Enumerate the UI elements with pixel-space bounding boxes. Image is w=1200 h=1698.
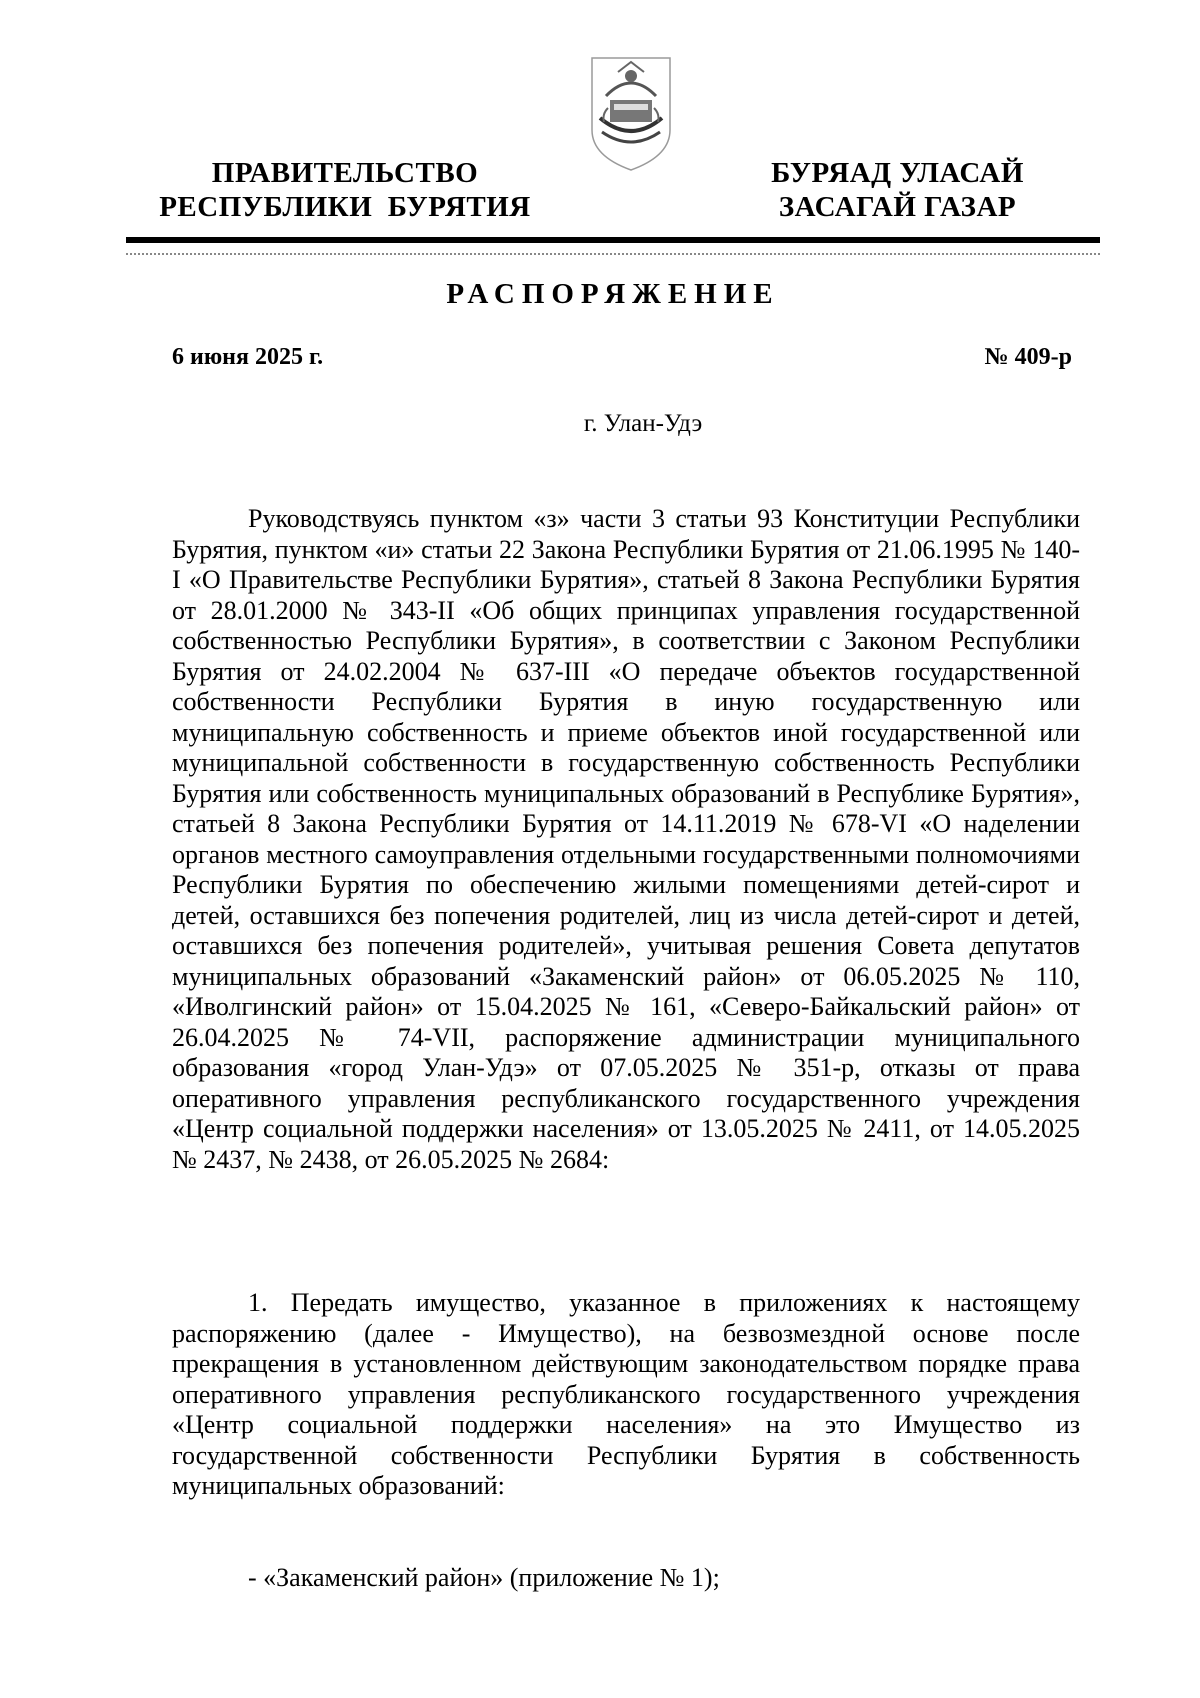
item-1-paragraph: 1. Передать имущество, указанное в приложениях к настоящему распоряжению (далее - Имущество), на безвозмездной основе после прекращения в установленном действующим законодательством порядке права оперативного управления республиканского государственного учреждения «Центр социальной поддержки населения» на это Имущество из государственной собственности Республики Бурятия в собственность муниципальных образований: [172, 1288, 1080, 1500]
document-number: № 409-р [984, 344, 1072, 370]
document-date: 6 июня 2025 г. [172, 344, 324, 370]
government-name-russian [150, 156, 540, 224]
preamble-paragraph: Руководствуясь пунктом «з» части 3 статьи 93 Конституции Республики Бурятия, пунктом «и» статьи 22 Закона Республики Бурятия от 21.06.1995 № 140-I «О Правительстве Республики Бурятия», статьей 8 Закона Республики Бурятия от 28.01.2000 № 343-II «Об общих принципах управления государственной собственностью Республики Бурятия», в соответствии с Законом Республики Бурятия от 24.02.2004 № 637-III «О передаче объектов государственной собственности Республики Бурятия в иную государственную или муниципальную собственность и приеме объектов иной государственной или муниципальной собственности в государственную собственность Республики Бурятия или собственность муниципальных образований в Республике Бурятия», статьей 8 Закона Республики Бурятия от 14.11.2019 № 678-VI «О наделении органов местного самоуправления отдельными государственными полномочиями Республики Бурятия по обеспечению жилыми помещениями детей-сирот и детей, оставшихся без попечения родителей, лиц из числа детей-сирот и детей, оставшихся без попечения родителей», учитывая решения Совета депутатов муниципальных образований «Закаменский район» от 06.05.2025 № 110, «Иволгинский район» от 15.04.2025 № 161, «Северо-Байкальский район» от 26.04.2025 № 74-VII, распоряжение администрации муниципального образования «город Улан-Удэ» от 07.05.2025 № 351-р, отказы от права оперативного управления республиканского государственного учреждения «Центр социальной поддержки населения» от 13.05.2025 № 2411, от 14.05.2025 № 2437, № 2438, от 26.05.2025 № 2684: [172, 504, 1080, 1174]
item-1-subitem-1: - «Закаменский район» (приложение № 1); [248, 1563, 720, 1592]
header-left-line-1: ПРАВИТЕЛЬСТВО [211, 157, 479, 189]
header-divider-thick [126, 237, 1100, 243]
document-type: РАСПОРЯЖЕНИЕ [446, 278, 780, 310]
coat-of-arms-icon [588, 52, 674, 174]
government-name-buryat [735, 156, 1060, 224]
header-left-line-2: РЕСПУБЛИКИ БУРЯТИЯ [159, 191, 531, 223]
header-right-line-2: ЗАСАГАЙ ГАЗАР [778, 191, 1017, 223]
document-city: г. Улан-Удэ [583, 410, 703, 437]
header-divider-thin [126, 253, 1100, 255]
header-right-line-1: БУРЯАД УЛАСАЙ [771, 157, 1024, 189]
